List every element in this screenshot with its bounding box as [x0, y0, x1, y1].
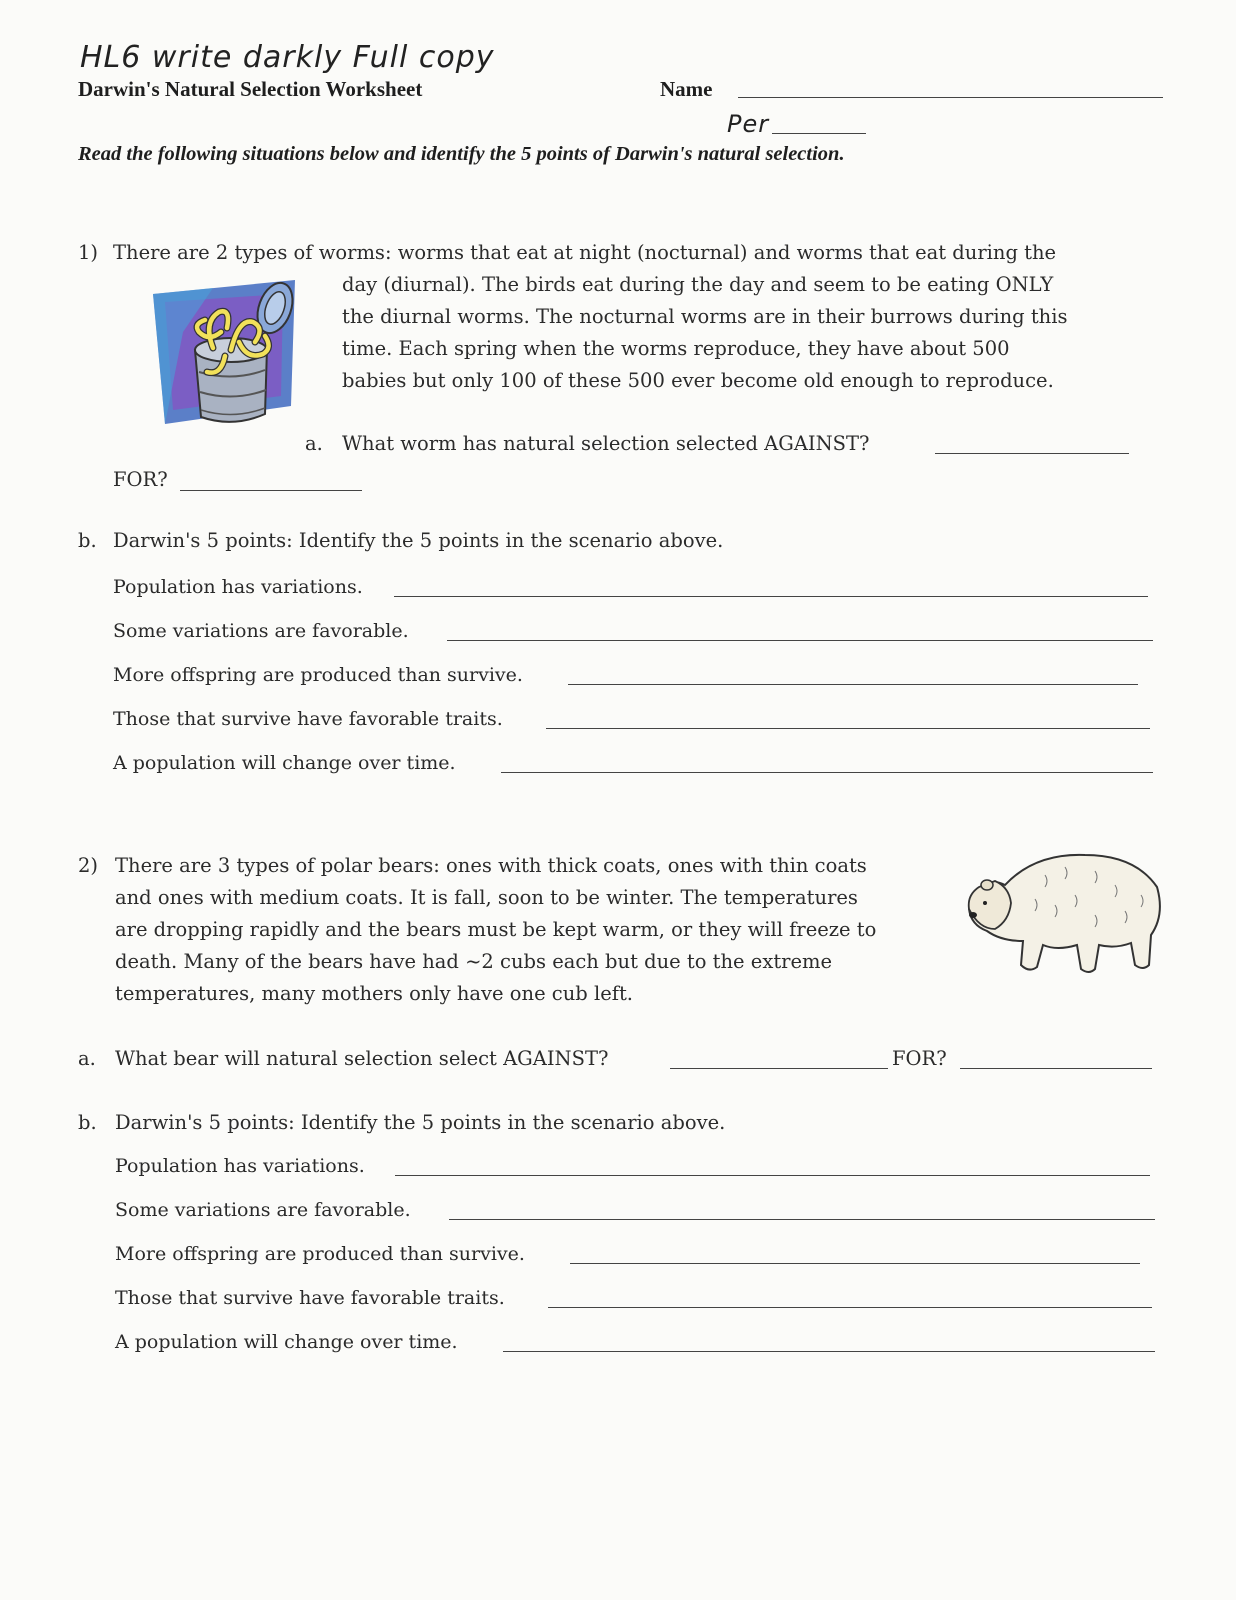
q2-point-5: A population will change over time. [115, 1331, 458, 1353]
q1a-for-label: FOR? [113, 468, 168, 491]
q1-line-2: the diurnal worms. The nocturnal worms are in their burrows during this [342, 305, 1068, 328]
q2-point-1-field[interactable] [395, 1175, 1150, 1176]
q2-point-4-field[interactable] [548, 1307, 1152, 1308]
handwritten-note: HL6 write darkly Full copy [80, 40, 495, 75]
q1-point-5-field[interactable] [501, 772, 1153, 773]
q2-point-3: More offspring are produced than survive. [115, 1243, 525, 1265]
q2-point-1: Population has variations. [115, 1155, 365, 1177]
q2-point-2-field[interactable] [449, 1219, 1155, 1220]
q1a-against-field[interactable] [935, 453, 1129, 454]
instructions: Read the following situations below and identify the 5 points of Darwin's natural selection. [78, 143, 845, 165]
q2b-marker: b. [78, 1111, 97, 1134]
q1-point-5: A population will change over time. [113, 752, 456, 774]
q2a-for-label: FOR? [892, 1047, 947, 1070]
q1-line-4: babies but only 100 of these 500 ever become old enough to reproduce. [342, 369, 1054, 392]
q2a-for-field[interactable] [960, 1068, 1152, 1069]
q2a-question: What bear will natural selection select AGAINST? [115, 1047, 609, 1070]
q2-line-3: are dropping rapidly and the bears must be kept warm, or they will freeze to [115, 918, 877, 941]
q1b-prompt: Darwin's 5 points: Identify the 5 points in the scenario above. [113, 529, 724, 552]
q2-line-2: and ones with medium coats. It is fall, soon to be winter. The temperatures [115, 886, 858, 909]
period-field[interactable] [772, 133, 866, 134]
q1a-question: What worm has natural selection selected AGAINST? [342, 432, 870, 455]
q1-point-1-field[interactable] [394, 596, 1148, 597]
q1a-marker: a. [305, 432, 323, 455]
q2-line-5: temperatures, many mothers only have one cub left. [115, 982, 633, 1005]
q1-line-1: day (diurnal). The birds eat during the day and seem to be eating ONLY [342, 273, 1054, 296]
worksheet-title: Darwin's Natural Selection Worksheet [78, 77, 423, 101]
q2-point-2: Some variations are favorable. [115, 1199, 411, 1221]
q2a-against-field[interactable] [670, 1068, 888, 1069]
q2-point-5-field[interactable] [503, 1351, 1155, 1352]
q2-point-3-field[interactable] [570, 1263, 1140, 1264]
q2b-prompt: Darwin's 5 points: Identify the 5 points in the scenario above. [115, 1111, 726, 1134]
q1-point-4-field[interactable] [546, 728, 1150, 729]
q1-point-3: More offspring are produced than survive. [113, 664, 523, 686]
q2-point-4: Those that survive have favorable traits. [115, 1287, 505, 1309]
q1-point-4: Those that survive have favorable traits. [113, 708, 503, 730]
q2-line-4: death. Many of the bears have had ~2 cubs each but due to the extreme [115, 950, 833, 973]
q1-line-3: time. Each spring when the worms reproduce, they have about 500 [342, 337, 1010, 360]
name-field[interactable] [738, 97, 1163, 98]
q1-point-3-field[interactable] [568, 684, 1138, 685]
q1a-for-field[interactable] [180, 490, 362, 491]
q1-point-2-field[interactable] [447, 640, 1153, 641]
worm-can-image [143, 272, 303, 432]
name-label: Name [660, 77, 713, 101]
q1-number: 1) [78, 241, 99, 264]
q2-line-1: There are 3 types of polar bears: ones with thick coats, ones with thin coats [115, 854, 867, 877]
q1b-marker: b. [78, 529, 97, 552]
period-label: Per [727, 110, 770, 138]
q2a-marker: a. [78, 1047, 96, 1070]
q1-first-line: There are 2 types of worms: worms that eat at night (nocturnal) and worms that eat during the [113, 241, 1057, 264]
q1-point-1: Population has variations. [113, 576, 363, 598]
polar-bear-image [965, 845, 1165, 985]
q2-number: 2) [78, 854, 99, 877]
q1-point-2: Some variations are favorable. [113, 620, 409, 642]
